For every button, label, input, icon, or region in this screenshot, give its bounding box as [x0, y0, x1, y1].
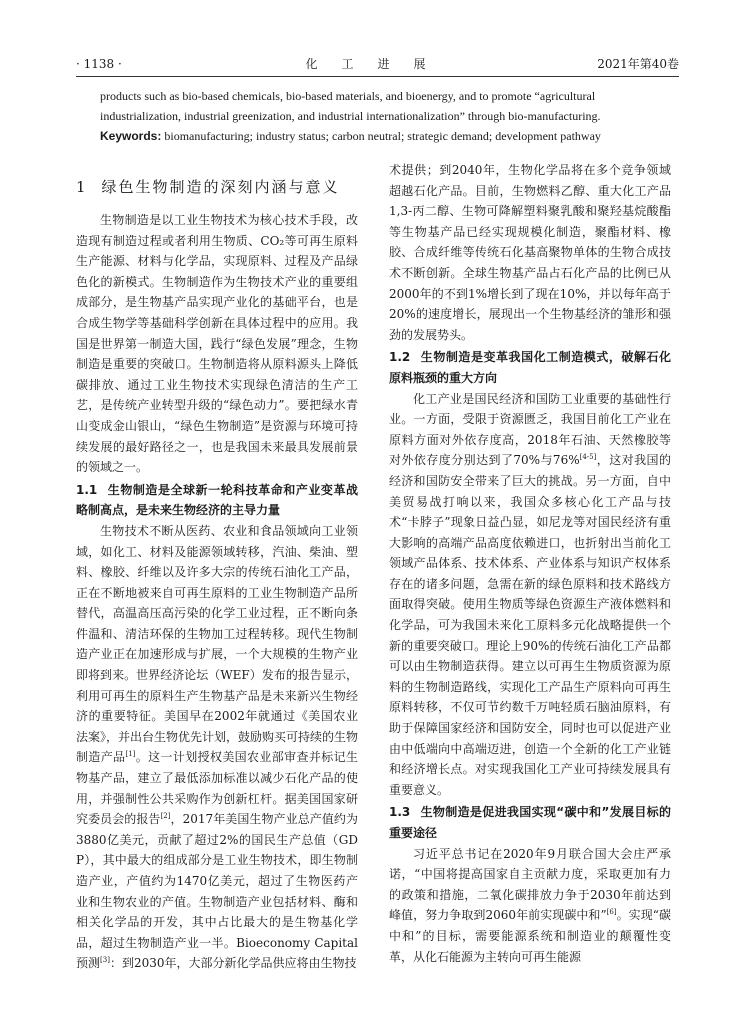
- text-run: ：到2030年，大部分新化学品供应将由生物技: [109, 956, 357, 971]
- continued-paragraph: 术提供；到2040年，生物化学品将在多个竞争领域超越石化产品。目前，生物燃料乙醇、重大化工产品1,3-丙二醇、生物可降解塑料聚乳酸和聚羟基烷酸酯等生物基产品已经实现规模化制造，聚酯材料、橡胶、合成纤维等传统石化基高聚物单体的生物合成技术不断创新。全球生物基产品占石化产品的比例已从2000年的不到1%增长到了现在10%，并以每年高于20%的速度增长，展现出一个生物基经济的雏形和强劲的发展势头。: [389, 163, 671, 342]
- header-rule: [76, 76, 679, 77]
- abstract-text: products such as bio-based chemicals, bio-based materials, and bioenergy, and to promote “agricultural industrialization, industrial greenization, and industrial internationalization” through bio-manufacturing.: [100, 89, 601, 123]
- text-run: 习近平总书记在2020年9月联合国大会庄严承诺，“中国将提高国家自主贡献力度，采取更加有力的政策和措施，二氧化碳排放力争于2030年前达到峰值，努力争取到2060年前实现碳中和”: [389, 846, 671, 923]
- section-number: 1: [76, 178, 88, 196]
- citation: [6]: [606, 908, 617, 917]
- keywords-label: Keywords:: [100, 129, 162, 143]
- subsection-title: 生物制造是变革我国化工制造模式，破解石化原料瓶颈的重大方向: [389, 350, 671, 385]
- citation: [4-5]: [579, 453, 597, 462]
- body-paragraph: [76, 521, 358, 974]
- subsection-heading: [76, 480, 358, 521]
- page-number: · 1138 ·: [76, 57, 122, 71]
- subsection-number: 1.2: [389, 350, 411, 365]
- section-title: 绿色生物制造的深刻内涵与意义: [101, 178, 340, 196]
- left-column: [76, 176, 358, 974]
- page-header: [76, 54, 679, 74]
- citation: [1]: [125, 750, 136, 759]
- text-run: ，这对我国的经济和国防安全带来了巨大的挑战。另一方面，自中美贸易战打响以来，我国众多核心化工产品与技术“卡脖子”现象日益凸显，如尼龙等对国民经济有重大影响的高端产品高度依赖进口，也折射出当前化工领域产品体系、技术体系、产业体系与知识产权体系存在的诸多问题，急需在新的绿色原料和技术路线方面取得突破。使用生物质等绿色资源生产液体燃料和化学品，可为我国未来化工原料多元化战略提供一个新的重要突破口。理论上90%的传统石油化工产品都可以由生物制造获得。建立以可再生生物质资源为原料的生物制造路线，实现化工产品生产原料向可再生原料转移，不仅可节约数千万吨轻质石脑油原料，有助于保障国家经济和国防安全，同时也可以促进产业由中低端向中高端迈进，创造一个全新的化工产业链和经济增长点。对实现我国化工产业可持续发展具有重要意义。: [389, 453, 671, 797]
- text-run: ，2017年美国生物产业总产值约为3880亿美元，贡献了超过2%的国民生产总值（GDP），其中最大的组成部分是工业生物技术，即生物制造产业，产值约为1470亿美元，超过了生物医药产业和生物农业的产值。生物制造产业包括材料、酶和相关化学品的开发，其中占比最大的是生物基化学品，超过生物制造产业一半。Bioeconomy Capital预测: [76, 812, 358, 971]
- english-abstract: [100, 86, 679, 146]
- keywords-text: biomanufacturing; industry status; carbon neutral; strategic demand; development pathway: [164, 129, 601, 143]
- volume-label: 2021年第40卷: [597, 57, 679, 71]
- text-run: 生物技术不断从医药、农业和食品领域向工业领域，如化工、材料及能源领域转移，汽油、柴油、塑料、橡胶、纤维以及许多大宗的传统石油化工产品，正在不断地被来自可再生原料的工业生物制造产品所替代，高温高压高污染的化学工业过程，正不断向条件温和、清洁环保的生物加工过程转移。现代生物制造产业正在加速形成与扩展，一个大规模的生物产业即将到来。世界经济论坛（WEF）发布的报告显示，利用可再生的原料生产生物基产品是未来新兴生物经济的重要特征。美国早在2002年就通过《美国农业法案》，并出台生物优先计划，鼓励购买可持续的生物制造产品: [76, 523, 359, 765]
- subsection-title: 生物制造是促进我国实现“碳中和”发展目标的重要途径: [389, 805, 671, 840]
- subsection-heading: [389, 347, 671, 388]
- citation: [2]: [160, 812, 171, 821]
- text-run: 化工产业是国民经济和国防工业重要的基础性行业。一方面，受限于资源匮乏，我国目前化工产业在原料方面对外依存度高，2018年石油、天然橡胶等对外依存度分别达到了70%与76%: [389, 391, 671, 468]
- journal-name: 化工进展: [305, 57, 450, 71]
- text-run: 。实现“碳中和”的目标，需要能源系统和制造业的颠覆性变革，从化石能源为主转向可再生能源: [389, 908, 671, 964]
- citation: [3]: [100, 956, 110, 965]
- right-column: [389, 160, 671, 967]
- body-paragraph: [389, 844, 671, 968]
- section-intro-paragraph: 生物制造是以工业生物技术为核心技术手段，改造现有制造过程或者利用生物质、CO₂等可再生原料生产能源、材料与化学品，实现原料、过程及产品绿色化的新模式。生物制造作为生物技术产业的重要组成部分，是生物基产品实现产业化的基础平台，也是合成生物学等基础科学创新在具体过程中的应用。我国是世界第一制造大国，践行“绿色发展”理念，生物制造是重要的突破口。生物制造将从原料源头上降低碳排放、通过工业生物技术实现绿色清洁的生产工艺，是传统产业转型升级的“绿色动力”。要把绿水青山变成金山银山，“绿色生物制造”是资源与环境可持续发展的最好路径之一，也是我国未来最具发展前景的领域之一。: [76, 213, 358, 475]
- section-heading: [76, 176, 358, 198]
- body-paragraph: [389, 389, 671, 801]
- subsection-number: 1.3: [389, 805, 411, 820]
- subsection-heading: [389, 802, 671, 843]
- subsection-number: 1.1: [76, 482, 98, 497]
- keywords-line: [100, 126, 679, 146]
- text-run: 。这一计划授权美国农业部审查并标记生物基产品，建立了最低添加标准以减少石化产品的使用，并强制性公共采购作为创新杠杆。据美国国家研究委员会的报告: [76, 750, 358, 827]
- subsection-title: 生物制造是全球新一轮科技革命和产业变革战略制高点，是未来生物经济的主导力量: [76, 482, 358, 518]
